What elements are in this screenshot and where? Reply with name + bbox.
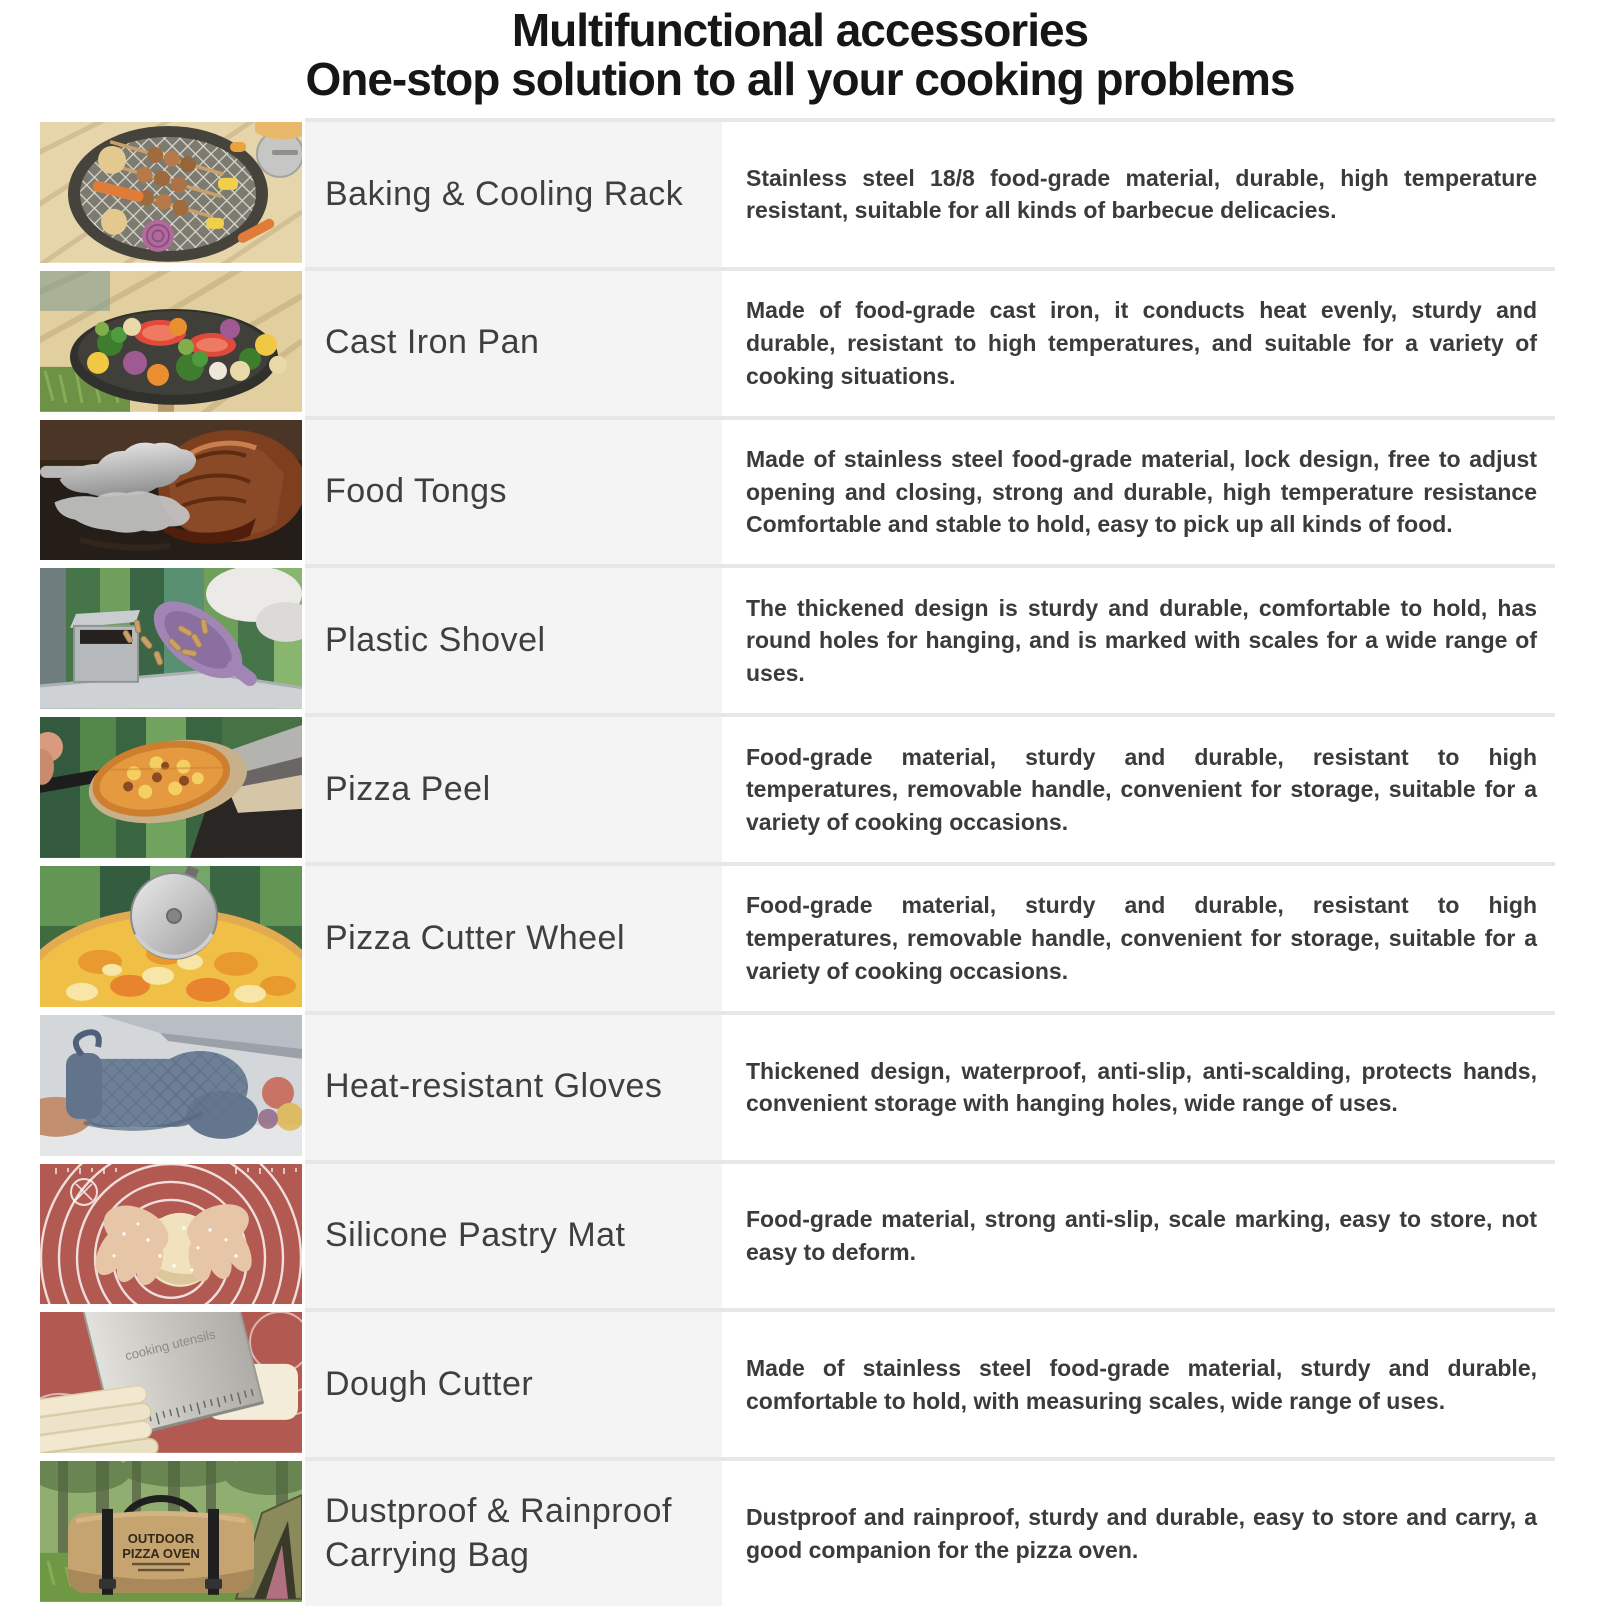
product-name-cell (305, 713, 722, 862)
baking-cooling-rack-photo (40, 122, 302, 263)
product-name-cell (305, 118, 722, 267)
bag-label-line2: PIZZA OVEN (122, 1546, 200, 1562)
product-image-cell (40, 118, 305, 267)
product-name-cell (305, 1308, 722, 1457)
product-desc-cell (722, 564, 1555, 713)
table-row (40, 118, 1555, 267)
product-description: Thickened design, waterproof, anti-slip, anti-scalding, protects hands, convenient storage with hanging holes, wide range of uses. (746, 1057, 1537, 1117)
product-name: Food Tongs (325, 472, 508, 511)
product-name-cell (305, 416, 722, 565)
table-row (40, 267, 1555, 416)
table-row (40, 416, 1555, 565)
product-name: Silicone Pastry Mat (325, 1216, 626, 1255)
product-image-cell (40, 713, 305, 862)
carrying-bag-photo (40, 1461, 302, 1602)
dough-cutter-photo (40, 1312, 302, 1453)
page-header (0, 0, 1600, 118)
silicone-pastry-mat-photo (40, 1164, 302, 1305)
product-image-cell (40, 267, 305, 416)
page-title-line2: One-stop solution to all your cooking problems (305, 52, 1295, 105)
product-image-cell (40, 1457, 305, 1606)
pizza-cutter-wheel-photo (40, 866, 302, 1007)
accessories-table (0, 118, 1600, 1606)
product-description: The thickened design is sturdy and durable, comfortable to hold, has round holes for hanging, and is marked with scales for a wide range of uses. (746, 594, 1537, 687)
product-desc-cell (722, 416, 1555, 565)
product-name-cell (305, 1011, 722, 1160)
product-image-cell (40, 1011, 305, 1160)
product-name-cell (305, 267, 722, 416)
product-desc-cell (722, 1457, 1555, 1606)
dough-cutter-engraving: cooking utensils (123, 1326, 217, 1364)
product-image-cell (40, 564, 305, 713)
product-name-cell (305, 564, 722, 713)
product-desc-cell (722, 267, 1555, 416)
product-name: Cast Iron Pan (325, 323, 540, 362)
product-image-cell (40, 862, 305, 1011)
product-description: Made of food-grade cast iron, it conducts heat evenly, sturdy and durable, resistant to high temperatures, and suitable for a variety of cooking situations. (746, 297, 1537, 389)
bag-label-line1: OUTDOOR (127, 1531, 195, 1547)
product-name: Baking & Cooling Rack (325, 174, 684, 213)
table-row (40, 564, 1555, 713)
table-row (40, 1308, 1555, 1457)
product-name: Pizza Cutter Wheel (325, 918, 625, 957)
table-row (40, 1011, 1555, 1160)
product-name: Pizza Peel (325, 769, 491, 808)
table-row (40, 713, 1555, 862)
pizza-peel-photo (40, 717, 302, 858)
product-desc-cell (722, 713, 1555, 862)
cast-iron-pan-photo (40, 271, 302, 412)
food-tongs-photo (40, 420, 302, 561)
product-description: Made of stainless steel food-grade material, sturdy and durable, comfortable to hold, with measuring scales, wide range of uses. (746, 1355, 1537, 1414)
heat-resistant-gloves-photo (40, 1015, 302, 1156)
product-desc-cell (722, 862, 1555, 1011)
product-desc-cell (722, 1011, 1555, 1160)
product-image-cell (40, 416, 305, 565)
product-desc-cell (722, 1308, 1555, 1457)
product-image-cell (40, 1308, 305, 1457)
product-name: Plastic Shovel (325, 621, 546, 660)
product-description: Food-grade material, strong anti-slip, scale marking, easy to store, not easy to deform. (746, 1206, 1537, 1265)
table-row (40, 1160, 1555, 1309)
product-name: Dustproof & Rainproof Carrying Bag (325, 1492, 672, 1574)
product-name: Dough Cutter (325, 1365, 534, 1404)
product-name: Heat-resistant Gloves (325, 1067, 663, 1106)
product-name-cell (305, 1457, 722, 1606)
plastic-shovel-photo (40, 568, 302, 709)
product-description: Made of stainless steel food-grade material, lock design, free to adjust opening and closing, strong and durable, high temperature resistance Comfortable and stable to hold, easy to pick up all kinds of food. (746, 446, 1537, 538)
product-description: Dustproof and rainproof, sturdy and durable, easy to store and carry, a good companion for the pizza oven. (746, 1503, 1537, 1563)
product-desc-cell (722, 1160, 1555, 1309)
product-image-cell (40, 1160, 305, 1309)
page-title-line1: Multifunctional accessories (511, 4, 1089, 56)
table-row (40, 862, 1555, 1011)
product-desc-cell (722, 118, 1555, 267)
product-name-cell (305, 862, 722, 1011)
product-description: Food-grade material, sturdy and durable, resistant to high temperatures, removable handle, convenient for storage, suitable for a variety of cooking occasions. (746, 892, 1537, 984)
product-description: Stainless steel 18/8 food-grade material, durable, high temperature resistant, suitable for all kinds of barbecue delicacies. (746, 164, 1537, 224)
product-name-cell (305, 1160, 722, 1309)
table-row (40, 1457, 1555, 1606)
product-description: Food-grade material, sturdy and durable, resistant to high temperatures, removable handle, convenient for storage, suitable for a variety of cooking occasions. (746, 743, 1537, 835)
